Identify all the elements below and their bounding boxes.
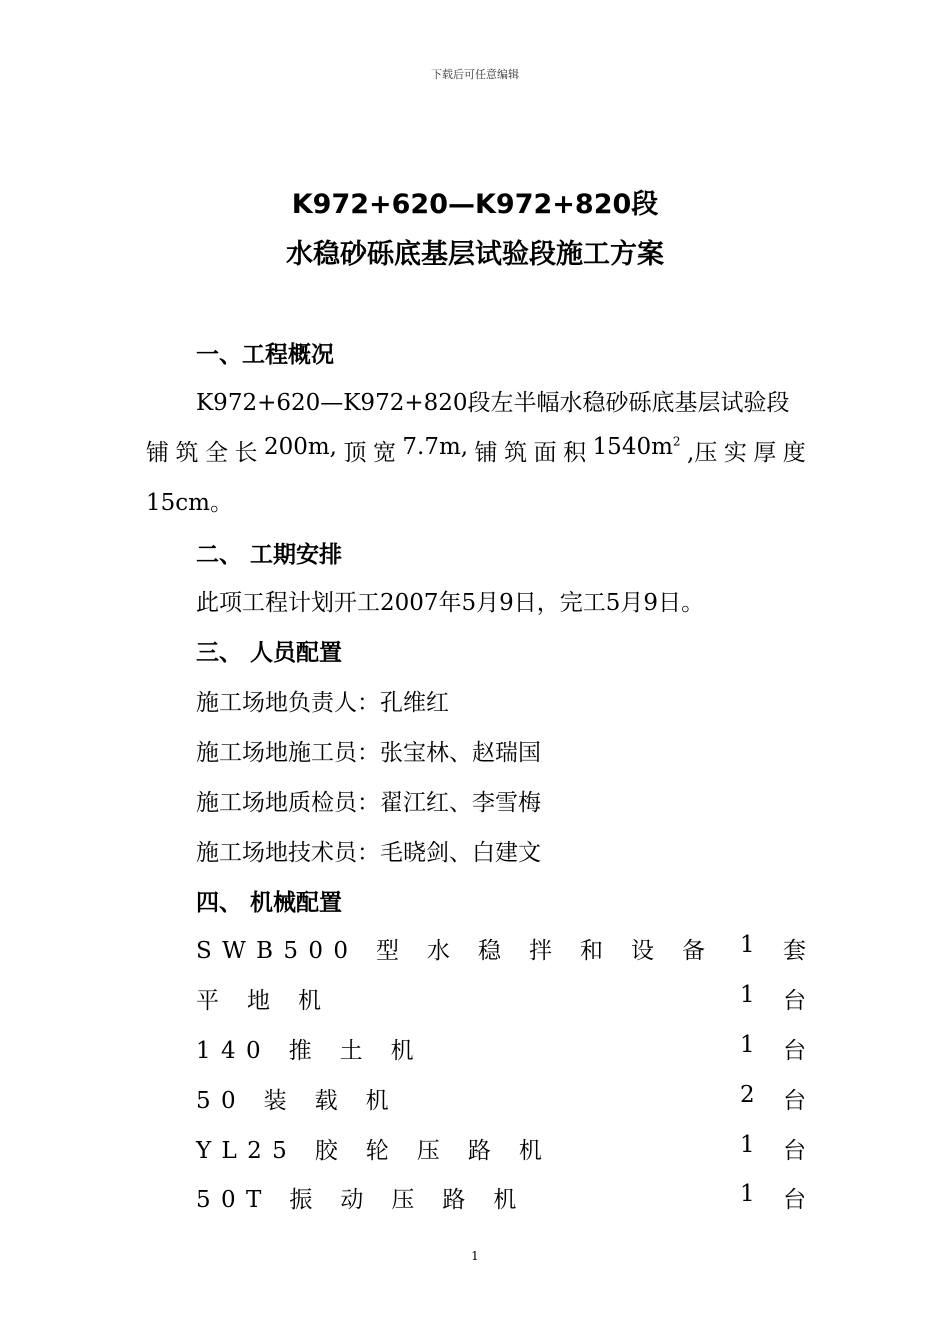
equipment-name: SWB500 型 水 稳 拌 和 设 备 [196,938,716,964]
word: 厚 [753,440,777,466]
word: 铺 [146,440,169,466]
equipment-quantity [740,1082,806,1115]
word: 宽 [372,440,396,466]
word: 筑 [504,440,528,466]
staff-row: 施工场地质检员：翟江红、李雪梅 [196,790,541,816]
section1-paragraph-line3: 15cm。 [146,490,233,516]
equipment-quantity [740,1032,806,1065]
staff-row: 施工场地施工员：张宝林、赵瑞国 [196,740,541,766]
word: 长 [234,440,258,466]
word: 7.7m, [402,434,469,460]
equipment-unit: 台 [783,1038,806,1064]
equipment-name: 50 装 载 机 [196,1088,399,1114]
page-header: 下载后可任意编辑 [431,68,519,81]
area-value: $1540m^2$ [592,434,681,460]
page-number: 1 [471,1249,479,1263]
word: 度 [782,440,806,466]
equipment-quantity [740,1181,806,1214]
word: 面 [533,440,557,466]
section3-heading: 三、 人员配置 [196,640,343,666]
staff-row: 施工场地负责人：孔维红 [196,690,449,716]
equipment-count: 2 [740,1082,755,1108]
section1-paragraph-line2 [146,434,806,467]
equipment-unit: 台 [783,1187,806,1213]
equipment-quantity [740,982,806,1015]
word: 积 [563,440,587,466]
equipment-count: 1 [740,1181,755,1207]
word: 铺 [474,440,498,466]
equipment-unit: 台 [783,1138,806,1164]
equipment-name: 50T 振 动 压 路 机 [196,1187,527,1213]
word: 200m, [263,434,337,460]
document-title-line2: 水稳砂砾底基层试验段施工方案 [286,239,664,270]
equipment-unit: 台 [783,988,806,1014]
superscript: 2 [672,434,681,449]
equipment-unit: 套 [783,938,806,964]
document-title-line1: K972+620—K972+820段 [291,189,659,220]
section4-heading: 四、 机械配置 [196,890,343,916]
equipment-name: YL25 胶 轮 压 路 机 [196,1138,553,1164]
section1-paragraph-line1: K972+620—K972+820段左半幅水稳砂砾底基层试验段 [196,390,790,416]
equipment-quantity [740,1132,806,1165]
section1-heading: 一、工程概况 [196,342,334,368]
section2-paragraph: 此项工程计划开工2007年5月9日，完工5月9日。 [196,590,705,616]
equipment-count: 1 [740,1132,755,1158]
equipment-count: 1 [740,1032,755,1058]
word: 筑 [175,440,199,466]
word: 顶 [343,440,367,466]
staff-row: 施工场地技术员：毛晓剑、白建文 [196,840,541,866]
equipment-name: 140 推 土 机 [196,1038,424,1064]
equipment-count: 1 [740,932,755,958]
word: 实 [723,440,747,466]
word: 全 [204,440,228,466]
equipment-unit: 台 [783,1088,806,1114]
equipment-count: 1 [740,982,755,1008]
word: ,压 [687,440,718,466]
section2-heading: 二、 工期安排 [196,542,343,568]
equipment-quantity [740,932,806,965]
equipment-name: 平 地 机 [196,988,332,1014]
